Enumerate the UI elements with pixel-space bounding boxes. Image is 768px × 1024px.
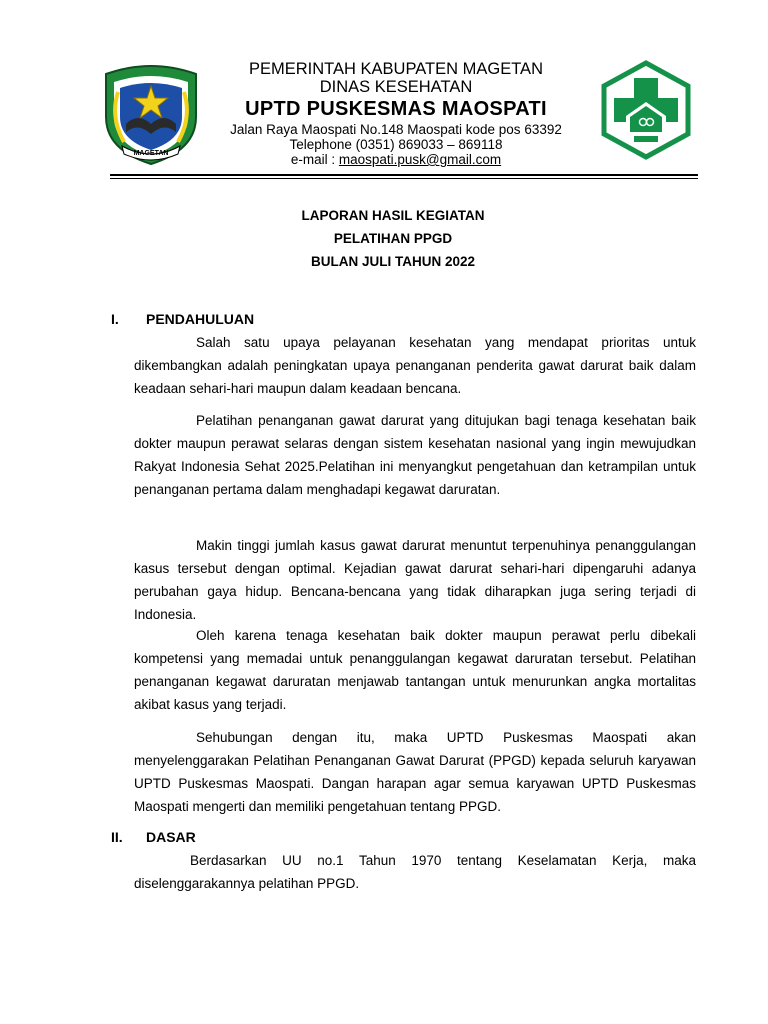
paragraph: Berdasarkan UU no.1 Tahun 1970 tentang Keselamatan Kerja, maka diselenggarakannya pelatihan PPGD.: [134, 853, 696, 891]
email-link[interactable]: maospati.pusk@gmail.com: [338, 152, 502, 167]
email-line: [206, 152, 586, 167]
header-divider-thick: [110, 174, 698, 176]
section-title: PENDAHULUAN: [146, 311, 255, 327]
section-title: DASAR: [146, 829, 196, 845]
paragraph: Sehubungan dengan itu, maka UPTD Puskesmas Maospati akan menyelenggarakan Pelatihan Penanganan Gawat Darurat (PPGD) kepada seluruh karyawan UPTD Puskesmas Maospati. Dangan harapan agar semua karyawan UPTD Puskesmas Maospati mengerti dan memiliki pengetahuan tentang PPGD.: [134, 730, 696, 814]
address-line: Jalan Raya Maospati No.148 Maospati kode pos 63392: [230, 122, 562, 137]
svg-text:MAGETAN: MAGETAN: [133, 150, 169, 157]
department-name: DINAS KESEHATAN: [319, 78, 473, 96]
title-line-3: BULAN JULI TAHUN 2022: [310, 254, 476, 269]
institution-name: UPTD PUSKESMAS MAOSPATI: [245, 98, 547, 120]
section-heading-pendahuluan: [111, 311, 254, 327]
section-number: II.: [111, 829, 123, 845]
paragraph: Makin tinggi jumlah kasus gawat darurat menuntut terpenuhinya penanggulangan kasus tersebut dengan optimal. Kejadian gawat darurat sehari-hari dipengaruhi adanya perubahan gaya hidup. Bencana-bencana yang tidak diharapkan juga sering terjadi di Indonesia.: [134, 538, 696, 622]
title-line-1: LAPORAN HASIL KEGIATAN: [301, 208, 485, 223]
government-name: PEMERINTAH KABUPATEN MAGETAN: [249, 60, 543, 78]
section-number: I.: [111, 311, 119, 327]
puskesmas-cross-logo: [596, 60, 696, 160]
letterhead: [206, 60, 586, 167]
header-divider-thin: [110, 178, 698, 179]
paragraph: Salah satu upaya pelayanan kesehatan yang mendapat prioritas untuk dikembangkan adalah peningkatan upaya penanganan penderita gawat darurat baik dalam keadaan sehari-hari maupun dalam keadaan bencana.: [134, 335, 696, 396]
title-line-2: PELATIHAN PPGD: [333, 231, 453, 246]
report-title: [0, 204, 768, 273]
email-label: e-mail :: [290, 152, 339, 167]
magetan-crest-logo: [96, 62, 206, 167]
paragraph: Oleh karena tenaga kesehatan baik dokter maupun perawat perlu dibekali kompetensi yang memadai untuk penanggulangan kegawat daruratan tersebut. Pelatihan penanganan kegawat daruratan menjawab tantangan untuk menurunkan angka mortalitas akibat kasus yang terjadi.: [134, 628, 696, 712]
paragraph: Pelatihan penanganan gawat darurat yang ditujukan bagi tenaga kesehatan baik dokter maupun perawat selaras dengan sistem kesehatan nasional yang ingin mewujudkan Rakyat Indonesia Sehat 2025.Pelatihan ini menyangkut pengetahuan dan ketrampilan untuk penanganan pertama dalam menghadapi kegawat daruratan.: [134, 413, 696, 497]
telephone-line: Telephone (0351) 869033 – 869118: [289, 137, 503, 152]
section-heading-dasar: [111, 829, 196, 845]
